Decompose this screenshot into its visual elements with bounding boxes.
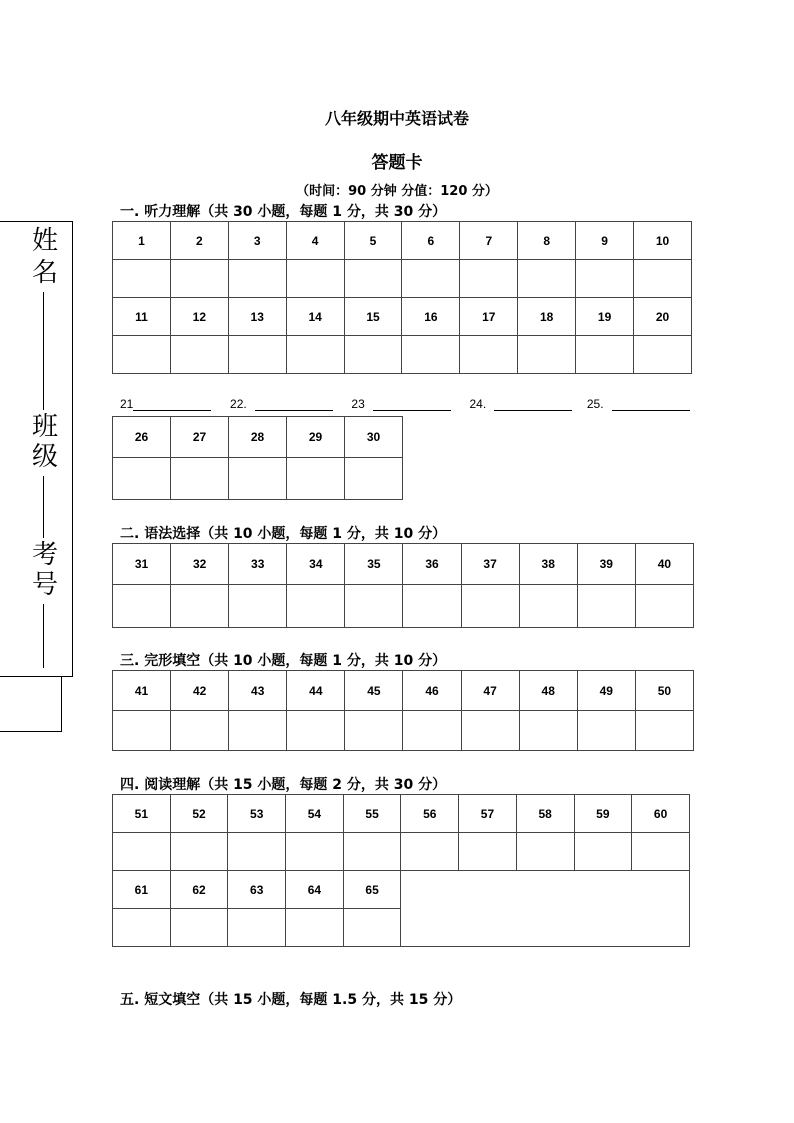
answer-cell[interactable] (229, 585, 287, 628)
question-number: 50 (635, 671, 693, 711)
question-number: 12 (170, 298, 228, 336)
answer-cell[interactable] (401, 833, 459, 871)
question-number: 17 (460, 298, 518, 336)
answer-cell[interactable] (171, 711, 229, 751)
class-label-char: 级 (31, 442, 58, 472)
question-number: 57 (459, 795, 517, 833)
question-number: 5 (344, 222, 402, 260)
question-number-row (113, 417, 403, 458)
listening-blanks-row (120, 397, 690, 411)
section-listening: 一. 听力理解（共 30 小题，每题 1 分，共 30 分） (120, 204, 447, 220)
answer-cell[interactable] (286, 260, 344, 298)
grammar-grid (112, 543, 694, 628)
answer-cell[interactable] (460, 336, 518, 374)
question-number: 34 (287, 544, 345, 585)
question-number: 35 (345, 544, 403, 585)
answer-cell[interactable] (345, 711, 403, 751)
answer-cell[interactable] (461, 711, 519, 751)
answer-cell[interactable] (519, 585, 577, 628)
answer-row (113, 833, 690, 871)
answer-cell[interactable] (113, 711, 171, 751)
blank-number: 24. (469, 397, 487, 411)
question-number: 52 (170, 795, 228, 833)
answer-cell[interactable] (228, 336, 286, 374)
answer-cell[interactable] (577, 585, 635, 628)
answer-cell[interactable] (634, 260, 692, 298)
section-reading: 四. 阅读理解（共 15 小题，每题 2 分，共 30 分） (120, 777, 447, 793)
answer-cell[interactable] (576, 260, 634, 298)
question-number: 28 (229, 417, 287, 458)
question-number: 56 (401, 795, 459, 833)
section-passage-fill: 五. 短文填空（共 15 小题，每题 1.5 分，共 15 分） (120, 992, 462, 1008)
answer-cell[interactable] (170, 260, 228, 298)
class-label-char: 班 (31, 412, 58, 442)
answer-cell[interactable] (229, 711, 287, 751)
empty-area (401, 871, 690, 947)
answer-cell[interactable] (286, 833, 344, 871)
blank-number: 23 (351, 397, 365, 411)
question-number: 41 (113, 671, 171, 711)
name-label-char: 姓 (31, 226, 58, 256)
answer-cell[interactable] (402, 336, 460, 374)
question-number: 6 (402, 222, 460, 260)
question-number: 39 (577, 544, 635, 585)
reading-grid (112, 794, 690, 947)
answer-cell[interactable] (170, 909, 228, 947)
question-number: 64 (286, 871, 344, 909)
question-number: 8 (518, 222, 576, 260)
section-cloze: 三. 完形填空（共 10 小题，每题 1 分，共 10 分） (120, 653, 447, 669)
answer-sheet-title: 答题卡 (371, 153, 423, 173)
question-number-row (113, 544, 694, 585)
class-write-line[interactable] (43, 476, 44, 538)
question-number: 59 (574, 795, 632, 833)
answer-cell[interactable] (113, 458, 171, 500)
answer-cell[interactable] (574, 833, 632, 871)
question-number: 2 (170, 222, 228, 260)
number-label-char: 号 (31, 570, 58, 600)
question-number: 49 (577, 671, 635, 711)
student-info-strip-foot (0, 677, 62, 732)
answer-cell[interactable] (461, 585, 519, 628)
listening-grid-2 (112, 416, 403, 500)
answer-cell[interactable] (519, 711, 577, 751)
question-number-row (113, 298, 692, 336)
question-number: 14 (286, 298, 344, 336)
answer-cell[interactable] (287, 458, 345, 500)
question-number: 11 (113, 298, 171, 336)
question-number: 7 (460, 222, 518, 260)
question-number: 32 (171, 544, 229, 585)
answer-cell[interactable] (403, 711, 461, 751)
question-number: 40 (635, 544, 693, 585)
answer-cell[interactable] (286, 909, 344, 947)
question-number: 65 (343, 871, 401, 909)
answer-cell[interactable] (228, 833, 286, 871)
answer-cell[interactable] (171, 585, 229, 628)
answer-cell[interactable] (459, 833, 517, 871)
exam-title: 八年级期中英语试卷 (324, 109, 469, 128)
question-number-row (113, 795, 690, 833)
question-number: 29 (287, 417, 345, 458)
answer-cell[interactable] (286, 336, 344, 374)
question-number: 55 (343, 795, 401, 833)
question-number: 53 (228, 795, 286, 833)
answer-cell[interactable] (171, 458, 229, 500)
section-grammar: 二. 语法选择（共 10 小题，每题 1 分，共 10 分） (120, 526, 447, 542)
answer-cell[interactable] (516, 833, 574, 871)
answer-cell[interactable] (635, 711, 693, 751)
blank-number: 21 (120, 397, 134, 411)
question-number-row (113, 671, 694, 711)
question-number: 1 (113, 222, 171, 260)
answer-cell[interactable] (345, 585, 403, 628)
answer-row (113, 711, 694, 751)
blank-line[interactable] (373, 398, 451, 411)
question-number: 44 (287, 671, 345, 711)
answer-cell[interactable] (228, 260, 286, 298)
answer-cell[interactable] (635, 585, 693, 628)
answer-cell[interactable] (170, 336, 228, 374)
question-number: 16 (402, 298, 460, 336)
question-number: 10 (634, 222, 692, 260)
question-number: 26 (113, 417, 171, 458)
name-label-char: 名 (31, 258, 58, 288)
answer-cell[interactable] (170, 833, 228, 871)
question-number: 51 (113, 795, 171, 833)
exam-info: （时间：90 分钟 分值：120 分） (296, 184, 498, 199)
question-number: 13 (228, 298, 286, 336)
answer-cell[interactable] (113, 260, 171, 298)
question-number: 20 (634, 298, 692, 336)
question-number: 42 (171, 671, 229, 711)
question-number: 3 (228, 222, 286, 260)
answer-cell[interactable] (113, 585, 171, 628)
number-label-char: 考 (31, 540, 58, 570)
number-write-line[interactable] (43, 604, 44, 668)
question-number: 54 (286, 795, 344, 833)
blank-line[interactable] (133, 398, 211, 411)
answer-cell[interactable] (576, 336, 634, 374)
blank-line[interactable] (255, 398, 333, 411)
answer-cell[interactable] (460, 260, 518, 298)
answer-cell[interactable] (344, 336, 402, 374)
answer-row (113, 260, 692, 298)
answer-cell[interactable] (343, 909, 401, 947)
answer-cell[interactable] (287, 585, 345, 628)
answer-row (113, 458, 403, 500)
question-number: 60 (632, 795, 690, 833)
question-number: 45 (345, 671, 403, 711)
question-number: 31 (113, 544, 171, 585)
question-number: 58 (516, 795, 574, 833)
answer-cell[interactable] (343, 833, 401, 871)
question-number-row (113, 222, 692, 260)
question-number: 46 (403, 671, 461, 711)
answer-cell[interactable] (518, 336, 576, 374)
answer-cell[interactable] (228, 909, 286, 947)
question-number: 30 (345, 417, 403, 458)
answer-cell[interactable] (113, 833, 171, 871)
blank-number: 22. (230, 397, 247, 411)
answer-cell[interactable] (518, 260, 576, 298)
question-number: 33 (229, 544, 287, 585)
answer-cell[interactable] (402, 260, 460, 298)
question-number: 9 (576, 222, 634, 260)
answer-cell[interactable] (632, 833, 690, 871)
question-number: 37 (461, 544, 519, 585)
question-number: 63 (228, 871, 286, 909)
answer-cell[interactable] (287, 711, 345, 751)
listening-grid-1 (112, 221, 692, 374)
question-number: 43 (229, 671, 287, 711)
answer-cell[interactable] (577, 711, 635, 751)
answer-row (113, 585, 694, 628)
question-number: 19 (576, 298, 634, 336)
answer-cell[interactable] (403, 585, 461, 628)
question-number: 47 (461, 671, 519, 711)
question-number: 62 (170, 871, 228, 909)
blank-number: 25. (586, 397, 604, 411)
question-number-row (113, 871, 690, 909)
answer-row (113, 336, 692, 374)
question-number: 38 (519, 544, 577, 585)
question-number: 4 (286, 222, 344, 260)
cloze-grid (112, 670, 694, 751)
question-number: 27 (171, 417, 229, 458)
answer-cell[interactable] (113, 336, 171, 374)
question-number: 18 (518, 298, 576, 336)
question-number: 36 (403, 544, 461, 585)
answer-cell[interactable] (634, 336, 692, 374)
answer-cell[interactable] (113, 909, 171, 947)
answer-cell[interactable] (345, 458, 403, 500)
question-number: 48 (519, 671, 577, 711)
answer-cell[interactable] (344, 260, 402, 298)
blank-line[interactable] (612, 398, 690, 411)
question-number: 15 (344, 298, 402, 336)
blank-line[interactable] (494, 398, 572, 411)
question-number: 61 (113, 871, 171, 909)
answer-cell[interactable] (229, 458, 287, 500)
name-write-line[interactable] (43, 292, 44, 410)
